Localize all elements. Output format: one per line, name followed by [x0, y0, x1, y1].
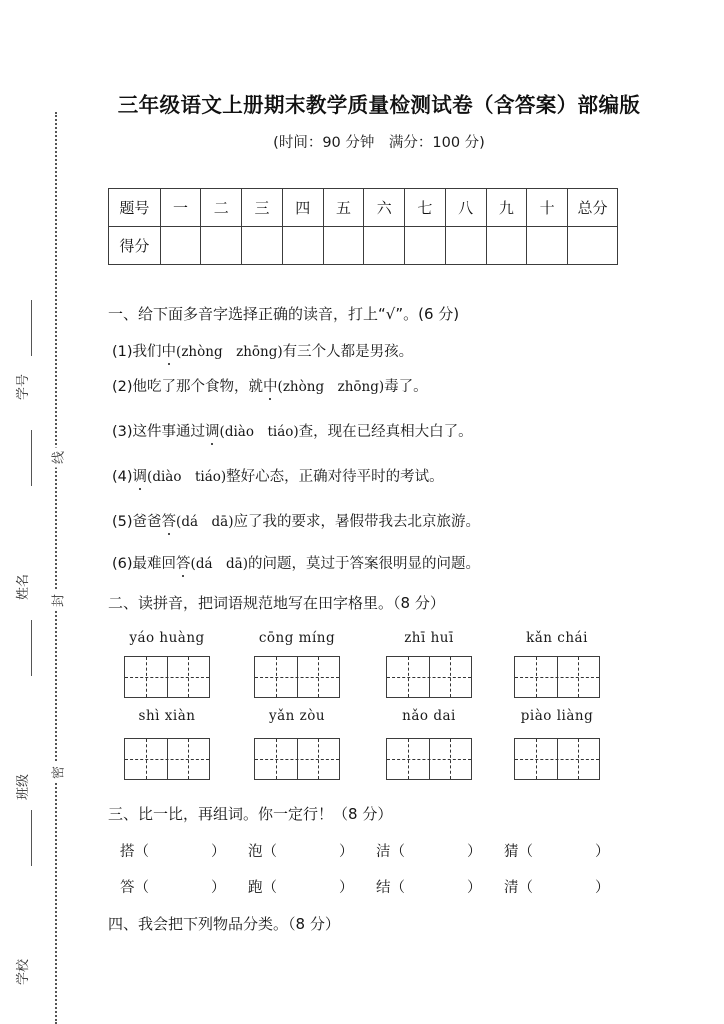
seal-char-xian: 线 [45, 448, 70, 468]
section-1-item-2 [112, 375, 428, 396]
seal-field-banji: 班级 [16, 773, 31, 800]
item-number: (3) [112, 424, 133, 440]
seal-field-xuexiao: 学校 [16, 958, 31, 985]
item-pre: 我们 [132, 344, 162, 360]
section-1-item-5 [112, 510, 480, 531]
compare-word-3a [376, 840, 482, 861]
compare-word-label: 猜（ [504, 844, 533, 860]
compare-word-label: 跑（ [248, 880, 277, 896]
item-pre: 最难回 [132, 556, 177, 572]
score-table-col-8: 八 [445, 189, 486, 227]
item-pinyin-choices[interactable]: (dá dā) [176, 514, 234, 530]
section-2-grid-row-1 [112, 656, 624, 700]
compare-word-4a [504, 840, 610, 861]
item-pinyin-choices[interactable]: (diào tiáo) [147, 469, 227, 485]
score-table [108, 188, 618, 265]
compare-word-label: 泡（ [248, 844, 277, 860]
tianzige-box[interactable] [124, 656, 210, 698]
score-cell-8[interactable] [445, 227, 486, 265]
item-number: (6) [112, 556, 133, 572]
pinyin-label: cōng míng [258, 630, 336, 646]
item-post: 整好心态，正确对待平时的考试。 [226, 469, 444, 485]
score-cell-1[interactable] [160, 227, 201, 265]
item-pinyin-choices[interactable]: (dá dā) [190, 556, 248, 572]
score-cell-7[interactable] [405, 227, 446, 265]
score-cell-6[interactable] [364, 227, 405, 265]
seal-rule-xuehao [31, 300, 32, 356]
seal-rule-xuexiao [31, 810, 32, 866]
compare-word-label: 洁（ [376, 844, 405, 860]
item-polyphone-char: 调 [205, 420, 220, 441]
item-pre: 爸爸 [132, 514, 162, 530]
score-table-col-7: 七 [405, 189, 446, 227]
pinyin-label: kǎn chái [526, 630, 588, 646]
item-polyphone-char: 答 [176, 552, 191, 573]
item-post: 毒了。 [384, 379, 428, 395]
paren-close: ） [211, 880, 226, 896]
item-polyphone-char: 中 [162, 340, 177, 361]
tianzige-box[interactable] [254, 738, 340, 780]
compare-word-4b [504, 876, 610, 897]
section-2-pinyin-row-1 [112, 630, 624, 650]
section-4-heading: 四、我会把下列物品分类。（8 分） [108, 915, 340, 933]
score-cell-10[interactable] [527, 227, 568, 265]
seal-field-xingming: 姓名 [16, 573, 31, 600]
seal-char-feng: 封 [45, 591, 70, 611]
pinyin-label: piào liàng [520, 708, 594, 724]
section-1-item-4 [112, 465, 444, 486]
section-1-item-6 [112, 552, 480, 573]
item-number: (1) [112, 344, 133, 360]
item-pinyin-choices[interactable]: (diào tiáo) [219, 424, 299, 440]
item-post: 的问题，莫过于答案很明显的问题。 [247, 556, 480, 572]
paren-close: ） [339, 880, 354, 896]
paren-close: ） [595, 844, 610, 860]
compare-word-1a [120, 840, 226, 861]
item-post: 有三个人都是男孩。 [282, 344, 414, 360]
tianzige-box[interactable] [514, 656, 600, 698]
section-2-grid-row-2 [112, 738, 624, 782]
tianzige-box[interactable] [386, 738, 472, 780]
score-table-col-4: 四 [282, 189, 323, 227]
paren-close: ） [467, 844, 482, 860]
seal-field-xuehao: 学号 [16, 373, 31, 400]
section-1-item-3 [112, 420, 473, 441]
tianzige-box[interactable] [124, 738, 210, 780]
paren-close: ） [339, 844, 354, 860]
item-pinyin-choices[interactable]: (zhòng zhōng) [176, 344, 283, 360]
seal-rule-xingming [31, 430, 32, 486]
compare-word-label: 结（ [376, 880, 405, 896]
score-table-label-tihao: 题号 [109, 189, 161, 227]
item-number: (4) [112, 469, 133, 485]
compare-word-2b [248, 876, 354, 897]
item-polyphone-char: 调 [133, 465, 148, 486]
score-table-label-defen: 得分 [109, 227, 161, 265]
item-pre: 这件事通过 [132, 424, 206, 440]
compare-word-3b [376, 876, 482, 897]
table-row-scores [109, 227, 618, 265]
section-2-pinyin-row-2 [112, 708, 624, 728]
seal-char-mi: 密 [45, 763, 70, 783]
score-cell-3[interactable] [242, 227, 283, 265]
pinyin-label: nǎo dai [402, 708, 456, 724]
pinyin-label: yáo huàng [129, 630, 205, 646]
tianzige-box[interactable] [254, 656, 340, 698]
compare-word-label: 搭（ [120, 844, 149, 860]
sealing-dotted-line [55, 112, 57, 1024]
tianzige-box[interactable] [386, 656, 472, 698]
score-cell-2[interactable] [201, 227, 242, 265]
item-pinyin-choices[interactable]: (zhòng zhōng) [277, 379, 385, 395]
tianzige-box[interactable] [514, 738, 600, 780]
compare-word-1b [120, 876, 226, 897]
section-1-heading: 一、给下面多音字选择正确的读音，打上“√”。(6 分) [108, 305, 460, 323]
item-polyphone-char: 答 [162, 510, 177, 531]
pinyin-label: shì xiàn [138, 708, 196, 724]
seal-rule-banji [31, 620, 32, 676]
score-table-col-10: 十 [527, 189, 568, 227]
compare-word-label: 答（ [120, 880, 149, 896]
score-cell-5[interactable] [323, 227, 364, 265]
item-polyphone-char: 中 [263, 375, 278, 396]
score-cell-4[interactable] [282, 227, 323, 265]
score-table-col-1: 一 [160, 189, 201, 227]
page-title: 三年级语文上册期末教学质量检测试卷（含答案）部编版 [117, 93, 641, 117]
pinyin-label: zhī huī [404, 630, 454, 646]
item-post: 查，现在已经真相大白了。 [298, 424, 473, 440]
section-1-item-1 [112, 340, 413, 361]
score-table-col-5: 五 [323, 189, 364, 227]
item-pre: 他吃了那个食物，就 [132, 379, 264, 395]
paren-close: ） [467, 880, 482, 896]
score-table-col-9: 九 [486, 189, 527, 227]
score-table-col-total: 总分 [568, 189, 618, 227]
compare-word-label: 清（ [504, 880, 533, 896]
score-table-col-3: 三 [242, 189, 283, 227]
score-cell-total[interactable] [568, 227, 618, 265]
paren-close: ） [595, 880, 610, 896]
score-table-col-2: 二 [201, 189, 242, 227]
pinyin-label: yǎn zòu [268, 708, 326, 724]
item-number: (2) [112, 379, 133, 395]
score-cell-9[interactable] [486, 227, 527, 265]
paren-close: ） [211, 844, 226, 860]
item-post: 应了我的要求，暑假带我去北京旅游。 [233, 514, 480, 530]
section-2-heading: 二、读拼音，把词语规范地写在田字格里。（8 分） [108, 594, 445, 612]
compare-word-2a [248, 840, 354, 861]
score-table-col-6: 六 [364, 189, 405, 227]
section-3-heading: 三、比一比，再组词。你一定行！（8 分） [108, 805, 393, 823]
item-number: (5) [112, 514, 133, 530]
exam-meta-subtitle: (时间：90 分钟 满分：100 分) [273, 135, 485, 151]
table-row-question-numbers [109, 189, 618, 227]
